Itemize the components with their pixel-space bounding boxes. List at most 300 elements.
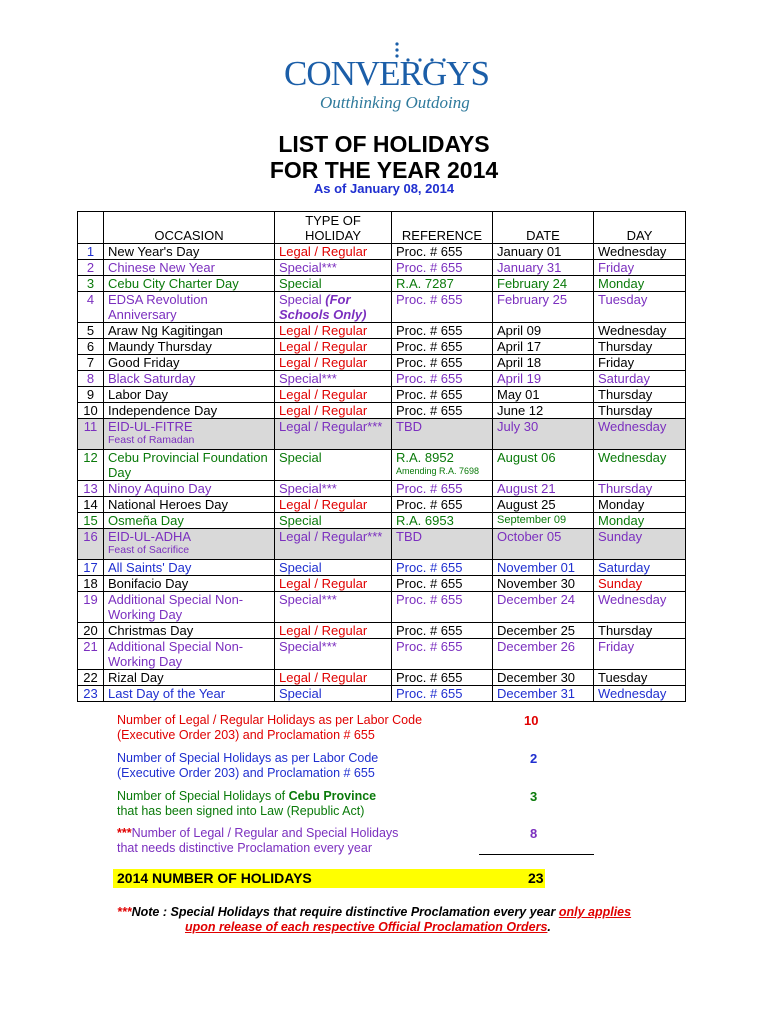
date-cell [493,670,594,686]
holiday-type-cell [275,576,392,592]
holiday-type-cell [275,639,392,670]
occasion-cell-text: Black Saturday [108,371,196,386]
table-row [78,623,686,639]
reference-cell [392,244,493,260]
holiday-type-cell-text: Special*** [279,371,337,386]
day-cell-text: Wednesday [598,323,667,338]
occasion-cell [104,481,275,497]
date-cell-text: April 17 [497,339,542,354]
holiday-type-cell [275,403,392,419]
occasion-cell-text: Rizal Day [108,670,164,685]
occasion-cell [104,513,275,529]
day-cell [594,670,686,686]
date-cell [493,260,594,276]
occasion-subtitle: Feast of Ramadan [108,434,195,446]
table-row [78,355,686,371]
reference-cell [392,371,493,387]
reference-cell [392,355,493,371]
row-number [78,276,104,292]
summary-legal-value: 10 [524,713,539,728]
occasion-cell-text: Additional Special Non-Working Day [108,592,244,622]
occasion-cell [104,592,275,623]
reference-cell-text: Proc. # 655 [396,576,463,591]
day-cell [594,592,686,623]
table-row [78,592,686,623]
holiday-type-cell-text: Special*** [279,592,337,607]
day-cell [594,419,686,450]
reference-cell [392,592,493,623]
header-type-line1: TYPE OF [305,213,361,228]
holiday-type-cell [275,686,392,702]
reference-cell-text: R.A. 8952 [396,450,454,465]
holiday-type-cell [275,244,392,260]
day-cell [594,560,686,576]
occasion-cell [104,244,275,260]
total-value: 23 [528,870,544,886]
reference-cell [392,481,493,497]
reference-cell-text: Proc. # 655 [396,244,463,259]
header-reference: REFERENCE [392,212,493,244]
date-cell-text: December 30 [497,670,576,685]
reference-cell-text: Proc. # 655 [396,387,463,402]
occasion-cell [104,387,275,403]
holiday-type-cell [275,355,392,371]
summary-special-line2: (Executive Order 203) and Proclamation # 655 [117,766,375,780]
header-occasion: OCCASION [104,212,275,244]
table-row [78,371,686,387]
date-cell-text: April 19 [497,371,542,386]
reference-cell [392,639,493,670]
holiday-type-cell [275,339,392,355]
reference-cell [392,387,493,403]
reference-cell-text: Proc. # 655 [396,686,463,701]
occasion-cell [104,403,275,419]
reference-cell [392,497,493,513]
as-of-date: As of January 08, 2014 [313,181,455,196]
summary-proclamation [117,826,398,856]
day-cell-text: Friday [598,260,635,275]
date-cell [493,513,594,529]
date-cell [493,371,594,387]
table-row [78,576,686,592]
summary-legal-line2: (Executive Order 203) and Proclamation # 655 [117,728,375,742]
occasion-cell-text: Cebu City Charter Day [108,276,239,291]
page-title-line1: LIST OF HOLIDAYS [278,131,490,157]
reference-cell [392,576,493,592]
reference-cell-text: Proc. # 655 [396,560,463,575]
day-cell-text: Saturday [598,560,651,575]
date-cell [493,276,594,292]
row-number-text: 13 [83,481,98,496]
holiday-type-cell [275,497,392,513]
day-cell-text: Tuesday [598,670,648,685]
date-cell [493,623,594,639]
occasion-cell [104,529,275,560]
row-number-text: 1 [86,244,95,259]
reference-cell [392,403,493,419]
footnote-stars: *** [117,905,132,919]
date-cell-text: January 31 [497,260,562,275]
table-row [78,323,686,339]
header-number [78,212,104,244]
holiday-type-cell-text: Special [279,450,322,465]
occasion-cell [104,260,275,276]
occasion-cell-text: Bonifacio Day [108,576,189,591]
summary-legal-line1: Number of Legal / Regular Holidays as per Labor Code [117,713,423,727]
row-number-text: 7 [86,355,95,370]
row-number-text: 11 [83,419,98,434]
date-cell-text: October 05 [497,529,562,544]
holiday-type-cell-text: Legal / Regular*** [279,419,383,434]
day-cell [594,529,686,560]
reference-cell-text: Proc. # 655 [396,339,463,354]
day-cell [594,513,686,529]
occasion-cell [104,292,275,323]
holiday-type-cell-text: Special [279,276,322,291]
header-date: DATE [493,212,594,244]
reference-cell-text: TBD [396,419,422,434]
reference-amendment: Amending R.A. 7698 [396,466,480,476]
holiday-type-cell-text: Special*** [279,481,337,496]
holiday-type-cell [275,371,392,387]
summary-special [117,751,378,781]
table-row [78,339,686,355]
reference-cell-text: Proc. # 655 [396,481,463,496]
header-day: DAY [594,212,686,244]
day-cell [594,292,686,323]
summary-cebu-value: 3 [530,789,538,804]
occasion-cell [104,560,275,576]
date-cell-text: August 25 [497,497,556,512]
occasion-cell [104,371,275,387]
date-cell [493,355,594,371]
reference-cell-text: Proc. # 655 [396,371,463,386]
table-row [78,403,686,419]
row-number-text: 14 [83,497,98,512]
row-number [78,686,104,702]
holiday-type-cell [275,529,392,560]
date-cell [493,292,594,323]
day-cell-text: Thursday [598,481,653,496]
header-type [275,212,392,244]
holiday-type-cell [275,276,392,292]
date-cell-text: April 18 [497,355,542,370]
footnote-red-part1: only applies [558,905,632,919]
day-cell [594,323,686,339]
date-cell [493,339,594,355]
holiday-type-cell-text: Legal / Regular [279,623,368,638]
table-row [78,292,686,323]
summary-proclamation-line1: Number of Legal / Regular and Special Holidays [131,826,399,840]
day-cell [594,497,686,513]
day-cell-text: Wednesday [598,419,667,434]
day-cell-text: Monday [598,276,645,291]
day-cell [594,355,686,371]
occasion-cell [104,355,275,371]
occasion-cell [104,419,275,450]
reference-cell-text: Proc. # 655 [396,623,463,638]
holiday-type-cell [275,419,392,450]
holiday-type-cell-text: Special [279,292,322,307]
holiday-table [77,211,686,702]
reference-cell-text: Proc. # 655 [396,292,463,307]
date-cell-text: November 01 [497,560,576,575]
day-cell [594,639,686,670]
table-row [78,639,686,670]
date-cell-text: February 25 [497,292,568,307]
occasion-cell [104,576,275,592]
day-cell-text: Saturday [598,371,651,386]
reference-cell-text: Proc. # 655 [396,403,463,418]
holiday-type-cell-text: Special*** [279,260,337,275]
row-number-text: 17 [83,560,98,575]
day-cell [594,481,686,497]
occasion-cell-text: Chinese New Year [108,260,215,275]
date-cell [493,450,594,481]
reference-cell [392,276,493,292]
summary-special-line1: Number of Special Holidays as per Labor Code [117,751,379,765]
footnote-end: . [547,920,551,934]
convergys-logo [270,40,500,115]
reference-cell [392,513,493,529]
header-type-line2: HOLIDAY [304,228,362,243]
table-row [78,560,686,576]
summary-cebu-line2: that has been signed into Law (Republic Act) [117,804,365,818]
row-number-text: 8 [86,371,95,386]
date-cell [493,576,594,592]
occasion-cell [104,623,275,639]
reference-cell [392,529,493,560]
occasion-cell-text: EID-UL-ADHA [108,529,192,544]
table-row [78,450,686,481]
date-cell-text: November 30 [497,576,576,591]
row-number [78,639,104,670]
row-number [78,450,104,481]
holiday-type-cell-text: Legal / Regular [279,387,368,402]
holiday-type-cell [275,323,392,339]
day-cell-text: Friday [598,639,635,654]
row-number [78,560,104,576]
row-number [78,497,104,513]
page-title-line2: FOR THE YEAR 2014 [269,157,499,183]
reference-cell [392,560,493,576]
reference-cell-text: Proc. # 655 [396,323,463,338]
holiday-type-cell [275,387,392,403]
row-number-text: 18 [83,576,98,591]
occasion-cell-text: EID-UL-FITRE [108,419,193,434]
reference-cell-text: R.A. 6953 [396,513,454,528]
reference-cell-text: Proc. # 655 [396,260,463,275]
summary-legal [117,713,422,743]
date-cell-text: July 30 [497,419,539,434]
reference-cell [392,686,493,702]
date-cell-text: June 12 [497,403,544,418]
row-number [78,323,104,339]
row-number [78,371,104,387]
date-cell [493,639,594,670]
holiday-type-cell-text: Legal / Regular [279,323,368,338]
reference-cell [392,450,493,481]
date-cell-text: January 01 [497,244,562,259]
row-number [78,387,104,403]
day-cell-text: Wednesday [598,592,667,607]
row-number-text: 23 [83,686,98,701]
holiday-type-cell-text: Legal / Regular*** [279,529,383,544]
occasion-cell-text: Osmeña Day [108,513,184,528]
day-cell-text: Wednesday [598,450,667,465]
date-cell [493,244,594,260]
holiday-type-cell-text: Legal / Regular [279,497,368,512]
holiday-type-cell [275,292,392,323]
holiday-type-cell-text: Special [279,560,322,575]
date-cell [493,481,594,497]
day-cell-text: Sunday [598,576,643,591]
occasion-cell [104,276,275,292]
table-row [78,419,686,450]
table-row [78,387,686,403]
table-row [78,513,686,529]
date-cell [493,686,594,702]
occasion-cell-text: Cebu Provincial Foundation Day [108,450,268,480]
day-cell-text: Wednesday [598,244,667,259]
day-cell-text: Thursday [598,387,653,402]
row-number [78,244,104,260]
reference-cell [392,419,493,450]
row-number [78,339,104,355]
date-cell [493,323,594,339]
holiday-type-cell [275,450,392,481]
summary-proclamation-value: 8 [530,826,538,841]
row-number [78,292,104,323]
date-cell [493,403,594,419]
holiday-type-cell-text: Legal / Regular [279,355,368,370]
footnote-label: Note : [131,905,171,919]
row-number [78,529,104,560]
reference-cell [392,260,493,276]
row-number [78,592,104,623]
occasion-cell [104,497,275,513]
reference-cell-text: Proc. # 655 [396,639,463,654]
reference-cell [392,339,493,355]
footnote-red-part2: upon release of each respective Official Proclamation Orders [185,920,548,934]
reference-cell-text: Proc. # 655 [396,592,463,607]
holiday-type-cell-text: Legal / Regular [279,576,368,591]
table-header-row [78,212,686,244]
row-number [78,576,104,592]
occasion-cell-text: Labor Day [108,387,168,402]
date-cell-text: August 06 [497,450,556,465]
day-cell [594,403,686,419]
holiday-type-note: (For Schools Only) [279,292,367,322]
occasion-cell-text: Ninoy Aquino Day [108,481,212,496]
row-number-text: 16 [83,529,98,544]
summary-special-value: 2 [530,751,538,766]
day-cell [594,371,686,387]
date-cell-text: April 09 [497,323,542,338]
occasion-cell-text: Last Day of the Year [108,686,226,701]
logo-wordmark: CONVERGYS [284,54,489,93]
occasion-cell-text: Good Friday [108,355,180,370]
day-cell [594,576,686,592]
date-cell [493,497,594,513]
reference-cell [392,623,493,639]
row-number-text: 12 [83,450,98,465]
date-cell [493,592,594,623]
table-row [78,260,686,276]
row-number [78,623,104,639]
reference-cell-text: Proc. # 655 [396,497,463,512]
table-row [78,481,686,497]
holiday-type-cell-text: Special [279,686,322,701]
row-number [78,260,104,276]
row-number-text: 20 [83,623,98,638]
day-cell [594,276,686,292]
occasion-cell-text: All Saints' Day [108,560,192,575]
day-cell-text: Monday [598,513,645,528]
total-label: 2014 NUMBER OF HOLIDAYS [117,870,312,886]
row-number-text: 10 [83,403,98,418]
footnote [117,905,631,935]
summary-cebu [117,789,376,819]
occasion-cell-text: EDSA Revolution Anniversary [108,292,208,322]
footnote-text: Special Holidays that require distinctive Proclamation every year [170,905,559,919]
occasion-cell-text: Christmas Day [108,623,194,638]
summary-cebu-line1-pre: Number of Special Holidays of [117,789,289,803]
holiday-type-cell-text: Legal / Regular [279,339,368,354]
day-cell-text: Sunday [598,529,643,544]
holiday-type-cell [275,592,392,623]
row-number-text: 6 [86,339,95,354]
table-row [78,244,686,260]
row-number [78,513,104,529]
row-number [78,355,104,371]
occasion-cell [104,323,275,339]
date-cell-text: December 24 [497,592,576,607]
date-cell-text: September 09 [497,514,567,526]
logo-tagline: Outthinking Outdoing [320,93,470,112]
day-cell [594,387,686,403]
holiday-type-cell [275,623,392,639]
table-row [78,276,686,292]
holiday-type-cell-text: Legal / Regular [279,244,368,259]
row-number [78,403,104,419]
occasion-cell [104,639,275,670]
occasion-cell-text: New Year's Day [108,244,200,259]
sum-divider [479,854,594,855]
day-cell [594,339,686,355]
reference-cell [392,670,493,686]
row-number-text: 15 [83,513,98,528]
row-number [78,419,104,450]
occasion-subtitle: Feast of Sacrifice [108,544,190,556]
holiday-type-cell-text: Special*** [279,639,337,654]
occasion-cell [104,339,275,355]
holiday-type-cell-text: Legal / Regular [279,403,368,418]
summary-cebu-line1-bold: Cebu Province [288,789,377,803]
row-number-text: 9 [86,387,95,402]
date-cell-text: May 01 [497,387,540,402]
occasion-cell-text: Maundy Thursday [108,339,212,354]
reference-cell [392,292,493,323]
row-number [78,481,104,497]
holiday-type-cell [275,260,392,276]
holiday-type-cell [275,560,392,576]
summary-proclamation-line2: that needs distinctive Proclamation every year [117,841,372,855]
occasion-cell-text: Additional Special Non-Working Day [108,639,244,669]
table-row [78,686,686,702]
day-cell [594,450,686,481]
date-cell-text: December 26 [497,639,576,654]
